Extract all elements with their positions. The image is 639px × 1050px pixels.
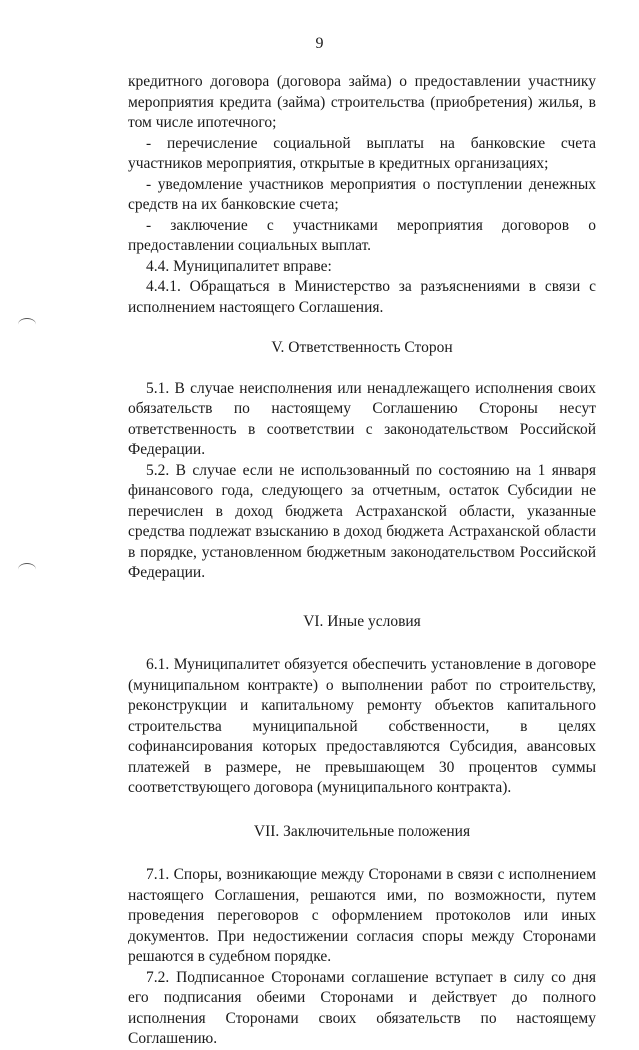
paragraph: - перечисление социальной выплаты на банковские счета участников мероприятия, открытые в кредитных организациях; <box>128 134 596 172</box>
paragraph: 6.1. Муниципалитет обязуется обеспечить установление в договоре (муниципальном контракте) о выполнении работ по строительству, реконструкции и капитальному ремонту объектов капитального строительства муниципальной собственности, в целях софинансирования которых предоставляются Субсидия, авансовых платежей в размере, не превышающем 30 процентов суммы соответствующего договора (муниципального контракта). <box>128 656 596 796</box>
paragraph: 7.1. Споры, возникающие между Сторонами в связи с исполнением настоящего Соглашения, решаются ими, по возможности, путем проведения переговоров с оформлением протоколов или иных документов. При недостижении согласия споры между Сторонами решаются в судебном порядке. <box>128 866 596 965</box>
punch-hole-mark <box>18 563 36 576</box>
paragraph: 5.1. В случае неисполнения или ненадлежащего исполнения своих обязательств по настоящему Соглашению Стороны несут ответственность в соответствии с законодательством Российской Федерации. <box>128 379 596 458</box>
paragraph: 7.2. Подписанное Сторонами соглашение вступает в силу со дня его подписания обеими Сторонами и действует до полного исполнения Сторонами своих обязательств по настоящему Соглашению. <box>128 968 596 1047</box>
section-heading-7: VII. Заключительные положения <box>253 822 471 840</box>
paragraph: кредитного договора (договора займа) о предоставлении участнику мероприятия кредита (займа) строительства (приобретения) жилья, в том числе ипотечного; <box>128 73 596 131</box>
paragraph: - заключение с участниками мероприятия договоров о предоставлении социальных выплат. <box>128 216 596 254</box>
paragraph: - уведомление участников мероприятия о поступлении денежных средств на их банковские счета; <box>128 175 596 213</box>
section-heading-6: VI. Иные условия <box>303 612 421 630</box>
paragraph: 5.2. В случае если не использованный по состоянию на 1 января финансового года, следующего за отчетным, остаток Субсидии не перечислен в доход бюджета Астраханской области, указанные средства подлежат взысканию в доход бюджета Астраханской области в порядке, установленном бюджетным законодательством Российской Федерации. <box>128 461 596 581</box>
section-heading-5: V. Ответственность Сторон <box>271 339 453 356</box>
document-body <box>128 72 596 1050</box>
punch-hole-mark <box>18 318 36 331</box>
paragraph: 4.4. Муниципалитет вправе: <box>146 257 332 275</box>
paragraph: 4.4.1. Обращаться в Министерство за разъяснениями в связи с исполнением настоящего Соглашения. <box>128 278 596 316</box>
page-number: 9 <box>315 35 324 52</box>
